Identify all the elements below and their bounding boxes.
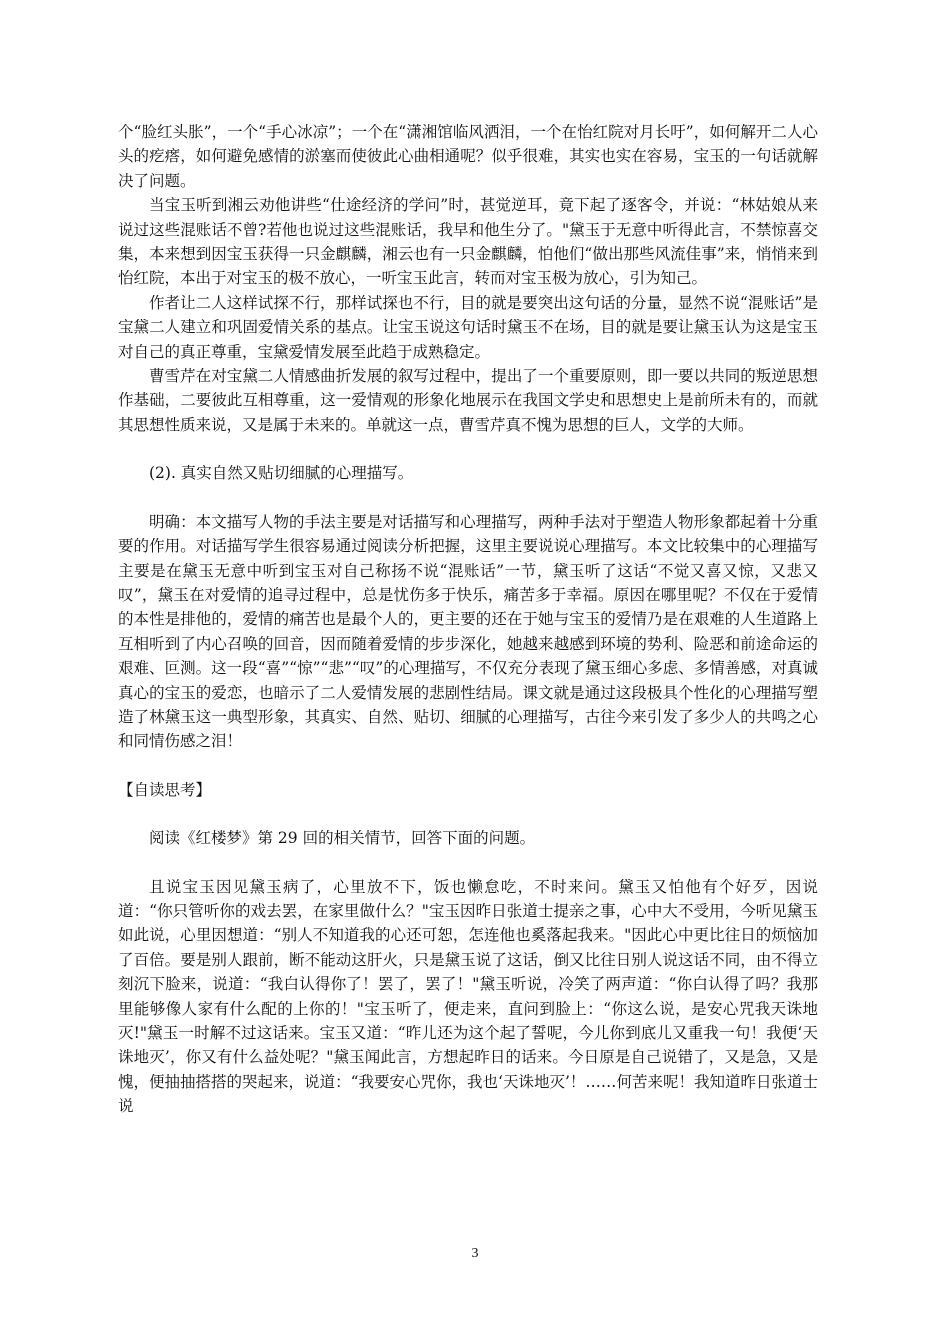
section-heading: (2). 真实自然又贴切细腻的心理描写。	[149, 464, 414, 483]
page-number: 3	[471, 1246, 479, 1261]
spacer	[118, 437, 818, 461]
spacer	[118, 851, 818, 875]
body-paragraph-4: 曹雪芹在对宝黛二人情感曲折发展的叙写过程中，提出了一个重要原则，即一要以共同的叛逆思想作基础，二要彼此互相尊重，这一爱情观的形象化地展示在我国文学史和思想史上是前所未有的，而就其思想性质来说，又是属于未来的。单就这一点，曹雪芹真不愧为思想的巨人，文学的大师。	[118, 367, 818, 434]
spacer	[118, 754, 818, 778]
excerpt-paragraph: 且说宝玉因见黛玉病了，心里放不下，饭也懒怠吃，不时来问。黛玉又怕他有个好歹，因说道：“你只管听你的戏去罢，在家里做什么？"宝玉因昨日张道士提亲之事，心中大不受用，今听见黛玉如此说，心里因想道：“别人不知道我的心还可恕，怎连他也奚落起我来。"因此心中更比往日的烦恼加了百倍。要是别人跟前，断不能动这肝火，只是黛玉说了这话，倒又比往日别人说这话不同，由不得立刻沉下脸来，说道：“我白认得你了！罢了，罢了！"黛玉听说，冷笑了两声道：“你白认得了吗？我那里能够像人家有什么配的上你的！"宝玉听了，便走来，直问到脸上：“你这么说，是安心咒我天诛地灭!"黛玉一时解不过这话来。宝玉又道：“昨儿还为这个起了誓呢，今儿你到底儿又重我一句！我便‘天诛地灭’，你又有什么益处呢？"黛玉闻此言，方想起昨日的话来。今日原是自己说错了，又是急，又是愧，便抽抽搭搭的哭起来，说道：“我要安心咒你，我也‘天诛地灭’！……何苦来呢！我知道昨日张道士说	[118, 877, 818, 1116]
analysis-paragraph: 明确：本文描写人物的手法主要是对话描写和心理描写，两种手法对于塑造人物形象都起着十分重要的作用。对话描写学生很容易通过阅读分析把握，这里主要说说心理描写。本文比较集中的心理描写主要是在黛玉无意中听到宝玉对自己称扬不说“混账话”一节，黛玉听了这话“不觉又喜又惊，又悲又叹”，黛玉在对爱情的追寻过程中，总是忧伤多于快乐，痛苦多于幸福。原因在哪里呢？不仅在于爱情的本性是排他的，爱情的痛苦也是最个人的，更主要的还在于她与宝玉的爱情乃是在艰难的人生道路上互相听到了内心召唤的回音，因而随着爱情的步步深化，她越来越感到环境的势利、险恶和前途命运的艰难、叵测。这一段“喜”“惊”“悲”“叹”的心理描写，不仅充分表现了黛玉细心多虑、多情善感，对真诚真心的宝玉的爱恋，也暗示了二人爱情发展的悲剧性结局。课文就是通过这段极具个性化的心理描写塑造了林黛玉这一典型形象，其真实、自然、贴切、细腻的心理描写，古往今来引发了多少人的共鸣之心和同情伤感之泪！	[118, 512, 818, 751]
exercise-intro: 阅读《红楼梦》第 29 回的相关情节，回答下面的问题。	[149, 829, 536, 848]
body-paragraph-3: 作者让二人这样试探不行，那样试探也不行，目的就是要突出这句话的分量，显然不说“混账话”是宝黛二人建立和巩固爱情关系的基点。让宝玉说这句话时黛玉不在场，目的就是要让黛玉认为这是宝玉对自己的真正尊重，宝黛爱情发展至此趋于成熟稳定。	[118, 293, 818, 361]
page-content	[118, 120, 818, 1119]
body-paragraph-1: 个“脸红头胀”，一个“手心冰凉”；一个在“潇湘馆临风洒泪，一个在怡红院对月长吁”，如何解开二人心头的疙瘩，如何避免感情的淤塞而使彼此心曲相通呢？似乎很难，其实也实在容易，宝玉的一句话就解决了问题。	[118, 123, 818, 190]
self-read-heading: 【自读思考】	[118, 780, 212, 799]
spacer	[118, 486, 818, 510]
body-paragraph-2: 当宝玉听到湘云劝他讲些“仕途经济的学问”时，甚觉逆耳，竟下起了逐客令，并说：“林姑娘从来说过这些混账话不曾?若他也说过这些混账话，我早和他生分了。"黛玉于无意中听得此言，不禁惊喜交集，本来想到因宝玉获得一只金麒麟，湘云也有一只金麒麟，怕他们“做出那些风流佳事”来，悄悄来到怡红院，本出于对宝玉的极不放心，一听宝玉此言，转而对宝玉极为放心，引为知己。	[118, 196, 818, 288]
spacer	[118, 802, 818, 826]
